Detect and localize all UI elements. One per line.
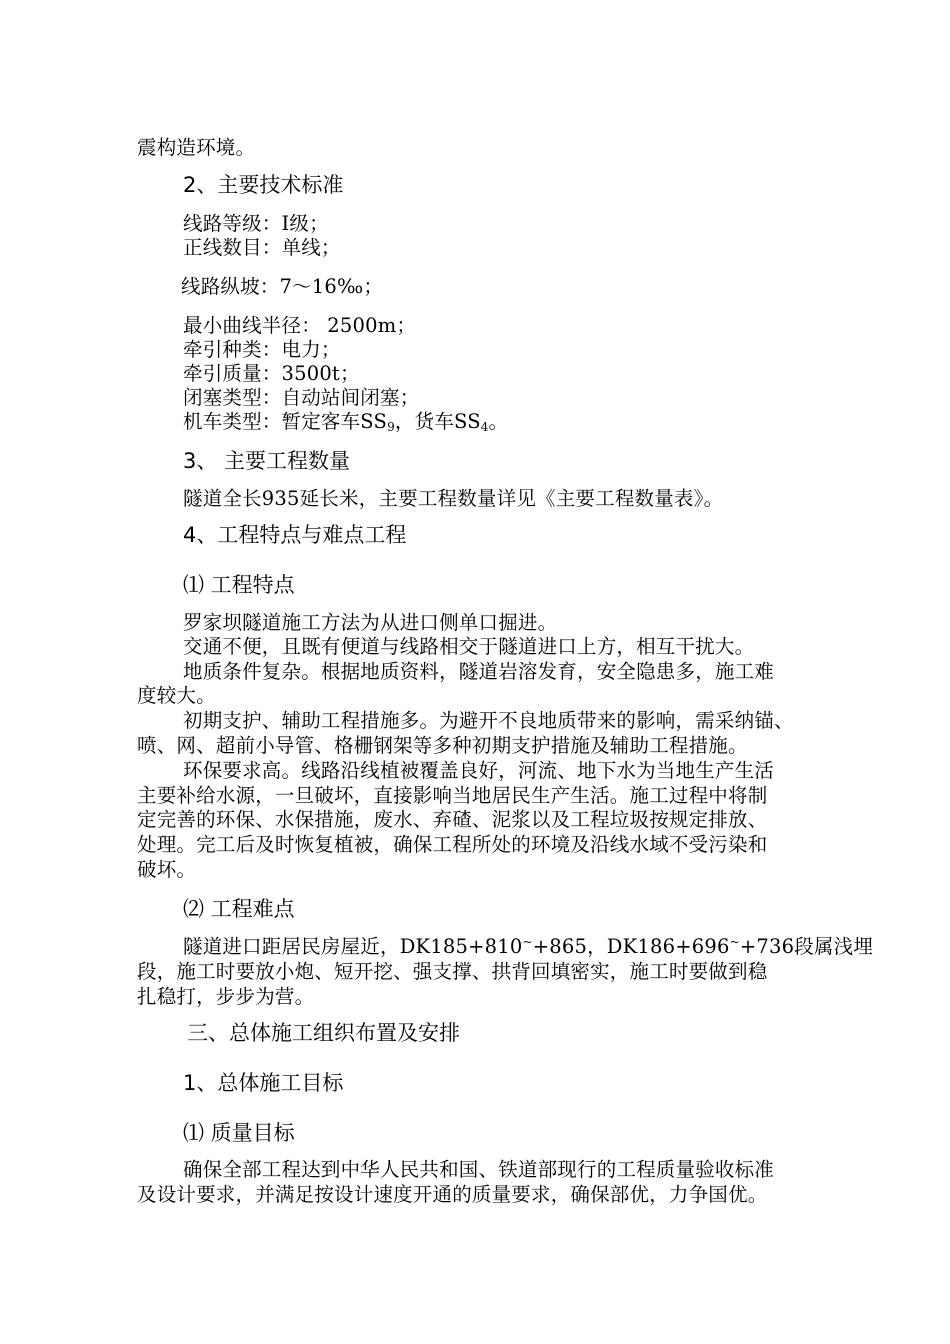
paragraph-line: 环保要求高。线路沿线植被覆盖良好，河流、地下水为当地生产生活 [183,759,775,782]
paragraph-line: 段，施工时要放小炮、短开挖、强支撑、拱背回填密实，施工时要做到稳 [137,960,768,983]
difficulties-heading: ⑵ 工程难点 [183,897,295,921]
paragraph-line: 喷、网、超前小导管、格栅钢架等多种初期支护措施及辅助工程措施。 [137,734,748,757]
paragraph-line: 初期支护、辅助工程措施多。为避开不良地质带来的影响，需采纳锚、 [183,709,794,732]
paragraph-line: 处理。完工后及时恢复植被，确保工程所处的环境及沿线水域不受污染和 [137,833,768,856]
section-3-text: 隧道全长935延长米，主要工程数量详见《主要工程数量表》。 [183,487,724,510]
paragraph-line: 交通不便，且既有便道与线路相交于隧道进口上方，相互干扰大。 [183,635,755,658]
paragraph-line: 破坏。 [137,858,197,881]
loco-text: 。 [488,410,509,433]
paragraph-line: 定完善的环保、水保措施，废水、弃碴、泥浆以及工程垃圾按规定排放、 [137,808,768,831]
block-type: 闭塞类型：自动站间闭塞； [183,386,420,409]
diff-text: +736段属浅埋 [739,935,874,958]
section-2-heading: 2、主要技术标准 [183,173,344,197]
traction-type: 牵引种类：电力； [183,338,341,361]
part-3-heading: 三、总体施工组织布置及安排 [187,1021,460,1045]
tilde-mark: ~ [729,935,740,949]
continuation-line: 震构造环境。 [137,136,256,159]
quality-heading: ⑴ 质量目标 [183,1121,295,1145]
loco-subscript: 4 [480,420,489,434]
paragraph-line: 及设计要求，并满足按设计速度开通的质量要求，确保部优，力争国优。 [137,1183,768,1206]
paragraph-line: 扎稳打，步步为营。 [137,985,315,1008]
paragraph-line: 地质条件复杂。根据地质资料，隧道岩溶发育，安全隐患多，施工难 [183,660,775,683]
tilde-mark: ~ [522,935,533,949]
loco-text: 机车类型：暂定客车SS [183,410,388,433]
main-line-count: 正线数目：单线； [183,236,341,259]
line-grade: 线路等级：Ⅰ级； [183,212,329,235]
traction-mass: 牵引质量：3500t； [183,362,360,385]
diff-text: 隧道进口距居民房屋近，DK185+810 [183,935,523,958]
loco-text: ，货车SS [394,410,481,433]
paragraph-line: 度较大。 [137,684,216,707]
paragraph-line: 主要补给水源，一旦破坏，直接影响当地居民生产生活。施工过程中将制 [137,784,768,807]
min-curve-radius: 最小曲线半径： 2500m； [183,314,417,337]
paragraph-line: 罗家坝隧道施工方法为从进口侧单口掘进。 [183,611,558,634]
locomotive-type [183,410,508,434]
line-gradient: 线路纵坡：7～16‰； [181,275,384,298]
paragraph-line: 确保全部工程达到中华人民共和国、铁道部现行的工程质量验收标准 [183,1158,775,1181]
diff-text: +865，DK186+696 [532,935,730,958]
loco-subscript: 9 [387,420,395,434]
features-heading: ⑴ 工程特点 [183,573,295,597]
section-3-heading: 3、 主要工程数量 [183,449,351,473]
goal-heading: 1、总体施工目标 [183,1071,344,1095]
paragraph-line [183,935,873,959]
section-4-heading: 4、工程特点与难点工程 [183,523,407,547]
